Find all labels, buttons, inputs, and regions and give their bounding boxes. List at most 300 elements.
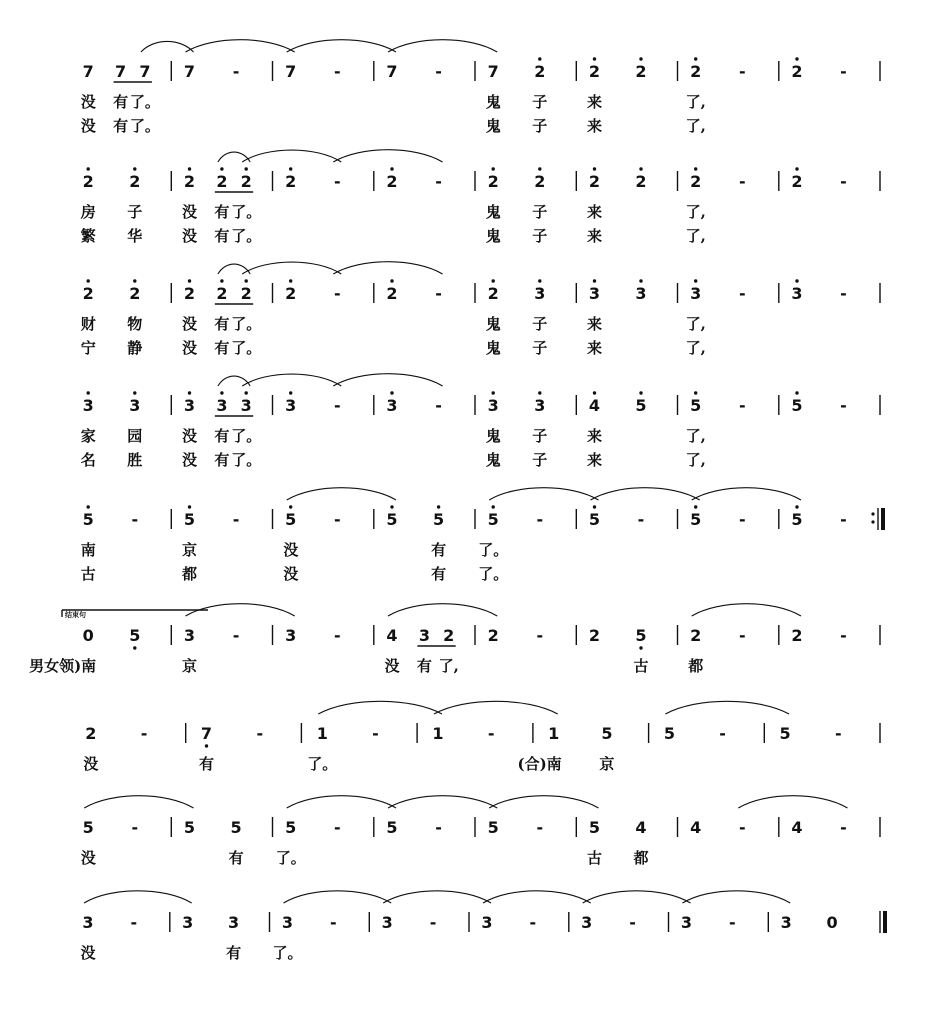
- jianpu-note: 5: [779, 724, 791, 743]
- slur: [388, 40, 497, 52]
- dash-note: -: [840, 172, 847, 191]
- jianpu-note: 5: [635, 396, 647, 415]
- lyric-syllable: 鬼: [485, 117, 501, 135]
- jianpu-note: 3: [581, 913, 593, 932]
- slur: [591, 488, 700, 500]
- dash-note: -: [435, 62, 442, 81]
- lyric-syllable: 男女领)南: [29, 657, 97, 675]
- slur: [683, 891, 791, 903]
- high-octave-dot: [795, 505, 798, 508]
- high-octave-dot: [593, 505, 596, 508]
- jianpu-note: 5: [690, 396, 702, 415]
- dash-note: -: [435, 396, 442, 415]
- lyric-syllable: 静: [127, 339, 143, 357]
- slur: [333, 150, 442, 162]
- low-octave-dot: [639, 646, 642, 649]
- lyric-syllable: 了。: [478, 565, 509, 583]
- lyric-syllable: 物: [127, 315, 143, 333]
- jianpu-note: 5: [129, 626, 141, 645]
- jianpu-note: 2: [534, 172, 546, 191]
- high-octave-dot: [437, 505, 440, 508]
- lyric-syllable: 来: [586, 227, 603, 245]
- jianpu-note: 2: [82, 172, 94, 191]
- high-octave-dot: [694, 279, 697, 282]
- lyric-syllable: 有: [113, 93, 129, 111]
- lyric-syllable: 园: [127, 427, 143, 445]
- jianpu-note: 5: [588, 510, 601, 529]
- jianpu-note: 2: [129, 172, 141, 191]
- jianpu-note: 3: [386, 396, 398, 415]
- lyric-syllable: 没: [181, 227, 198, 245]
- lyric-syllable: 有: [214, 203, 230, 221]
- jianpu-note: 0: [82, 626, 94, 645]
- jianpu-note: 2: [791, 626, 803, 645]
- high-octave-dot: [694, 391, 697, 394]
- lyric-syllable: 子: [532, 227, 548, 245]
- jianpu-note: 0: [826, 913, 838, 932]
- high-octave-dot: [492, 505, 495, 508]
- lyric-syllable: 没: [181, 427, 198, 445]
- high-octave-dot: [639, 167, 642, 170]
- high-octave-dot: [390, 167, 393, 170]
- lyric-syllable: 鬼: [485, 427, 501, 445]
- slur: [318, 701, 442, 714]
- jianpu-note: 1: [432, 724, 444, 743]
- dash-note: -: [487, 724, 495, 743]
- slur: [692, 488, 801, 500]
- jianpu-note: 2: [690, 172, 702, 191]
- section-label: 结束句: [65, 611, 86, 619]
- lyric-syllable: 鬼: [485, 93, 501, 111]
- lyric-syllable: 鬼: [485, 227, 501, 245]
- lyric-syllable: 子: [532, 93, 548, 111]
- jianpu-note: 3: [216, 396, 228, 415]
- jianpu-note: 2: [791, 172, 803, 191]
- lyric-syllable: 华: [127, 227, 143, 245]
- dash-note: -: [840, 818, 847, 837]
- lyric-syllable: 都: [688, 657, 704, 675]
- jianpu-note: 5: [601, 724, 613, 743]
- high-octave-dot: [289, 167, 292, 170]
- lyric-syllable: 了,: [685, 339, 706, 357]
- jianpu-note: 5: [386, 510, 398, 529]
- lyric-syllable: 都: [181, 565, 198, 583]
- jianpu-note: 3: [182, 913, 194, 932]
- dash-note: -: [536, 818, 544, 837]
- high-octave-dot: [639, 279, 642, 282]
- jianpu-note: 7: [183, 62, 196, 81]
- dash-note: -: [536, 510, 544, 529]
- lyric-syllable: 来: [586, 427, 603, 445]
- jianpu-note: 3: [418, 626, 430, 645]
- lyric-syllable: 子: [532, 315, 548, 333]
- jianpu-note: 2: [386, 172, 398, 191]
- lyric-syllable: 了,: [685, 427, 706, 445]
- high-octave-dot: [87, 391, 90, 394]
- dash-note: -: [637, 510, 645, 529]
- jianpu-note: 2: [386, 284, 398, 303]
- dash-note: -: [536, 626, 544, 645]
- jianpu-note: 7: [115, 62, 127, 81]
- high-octave-dot: [538, 279, 541, 282]
- high-octave-dot: [593, 57, 596, 60]
- high-octave-dot: [87, 505, 90, 508]
- jianpu-note: 2: [534, 62, 546, 81]
- lyric-syllable: 没: [80, 849, 96, 867]
- jianpu-note: 1: [316, 724, 328, 743]
- lyric-syllable: 子: [532, 117, 548, 135]
- high-octave-dot: [289, 279, 292, 282]
- jianpu-note: 5: [386, 818, 398, 837]
- lyric-syllable: 来: [586, 451, 603, 469]
- high-octave-dot: [694, 505, 697, 508]
- jianpu-note: 2: [487, 284, 499, 303]
- dash-note: -: [131, 510, 139, 529]
- jianpu-note: 3: [82, 913, 94, 932]
- jianpu-note: 2: [588, 626, 601, 645]
- jianpu-note: 2: [183, 172, 196, 191]
- high-octave-dot: [795, 167, 798, 170]
- jianpu-note: 2: [635, 172, 647, 191]
- jianpu-note: 2: [588, 62, 601, 81]
- lyric-syllable: 来: [586, 203, 603, 221]
- jianpu-note: 2: [129, 284, 141, 303]
- lyric-syllable: 宁: [80, 339, 96, 357]
- jianpu-note: 3: [240, 396, 252, 415]
- lyric-syllable: 有: [214, 339, 230, 357]
- jianpu-note: 5: [791, 396, 803, 415]
- lyric-syllable: 没: [80, 93, 96, 111]
- slur: [692, 604, 801, 616]
- slur: [489, 796, 598, 808]
- dash-note: -: [435, 284, 442, 303]
- lyric-syllable: 古: [633, 657, 649, 675]
- lyric-syllable: 有: [214, 427, 230, 445]
- lyric-syllable: 没: [283, 565, 299, 583]
- lyric-syllable: 没: [283, 541, 299, 559]
- dash-note: -: [130, 913, 138, 932]
- slur: [483, 891, 591, 903]
- slur: [434, 701, 558, 714]
- high-octave-dot: [795, 57, 798, 60]
- slur: [489, 488, 598, 500]
- jianpu-note: 5: [285, 818, 297, 837]
- slur: [287, 488, 396, 500]
- jianpu-note: 4: [635, 818, 647, 837]
- dash-note: -: [333, 626, 341, 645]
- slur: [242, 262, 341, 274]
- dash-note: -: [738, 510, 746, 529]
- jianpu-note: 3: [183, 626, 196, 645]
- lyric-syllable: 鬼: [485, 339, 501, 357]
- jianpu-note: 5: [183, 818, 196, 837]
- dash-note: -: [372, 724, 379, 743]
- dash-note: -: [840, 284, 847, 303]
- dash-note: -: [728, 913, 736, 932]
- dash-note: -: [738, 62, 746, 81]
- lyric-syllable: 鬼: [485, 451, 501, 469]
- jianpu-note: 4: [588, 396, 601, 415]
- dash-note: -: [435, 172, 442, 191]
- lyric-syllable: 有: [214, 315, 230, 333]
- slur: [333, 262, 442, 274]
- dash-note: -: [834, 724, 842, 743]
- jianpu-note: 2: [240, 284, 252, 303]
- lyric-syllable: 了。: [231, 315, 262, 333]
- lyric-syllable: 子: [127, 203, 143, 221]
- lyric-syllable: 了。: [129, 93, 160, 111]
- jianpu-note: 2: [635, 62, 647, 81]
- high-octave-dot: [639, 57, 642, 60]
- lyric-syllable: 古: [80, 565, 96, 583]
- lyric-syllable: 了,: [685, 117, 706, 135]
- slur: [141, 41, 194, 52]
- high-octave-dot: [188, 391, 191, 394]
- lyric-syllable: (合)南: [517, 755, 562, 773]
- high-octave-dot: [188, 279, 191, 282]
- lyric-syllable: 来: [586, 315, 603, 333]
- high-octave-dot: [639, 391, 642, 394]
- high-octave-dot: [694, 167, 697, 170]
- jianpu-note: 3: [534, 396, 546, 415]
- jianpu-note: 4: [791, 818, 803, 837]
- jianpu-note: 2: [216, 172, 228, 191]
- jianpu-note: 2: [588, 172, 601, 191]
- high-octave-dot: [492, 391, 495, 394]
- high-octave-dot: [492, 279, 495, 282]
- jianpu-note: 2: [216, 284, 228, 303]
- jianpu-note: 3: [780, 913, 792, 932]
- lyric-syllable: 子: [532, 451, 548, 469]
- lyric-syllable: 鬼: [485, 203, 501, 221]
- dash-note: -: [840, 62, 847, 81]
- jianpu-note: 5: [487, 510, 499, 529]
- jianpu-note: 5: [183, 510, 196, 529]
- lyric-syllable: 胜: [127, 451, 143, 469]
- lyric-syllable: 财: [80, 315, 96, 333]
- jianpu-note: 2: [85, 724, 97, 743]
- dash-note: -: [329, 913, 337, 932]
- slur: [383, 891, 491, 903]
- jianpu-note: 3: [534, 284, 546, 303]
- dash-note: -: [719, 724, 726, 743]
- jianpu-note: 7: [200, 724, 213, 743]
- jianpu-note: 7: [285, 62, 297, 81]
- lyric-syllable: 繁: [80, 227, 96, 245]
- slur: [84, 891, 192, 903]
- jianpu-note: 3: [381, 913, 393, 932]
- slur: [738, 796, 847, 808]
- lyric-syllable: 京: [599, 755, 615, 773]
- high-octave-dot: [87, 167, 90, 170]
- lyric-syllable: 没: [83, 755, 99, 773]
- jianpu-note: 7: [139, 62, 151, 81]
- jianpu-note: 7: [82, 62, 94, 81]
- slur: [242, 374, 341, 386]
- dash-note: -: [738, 284, 746, 303]
- lyric-syllable: 家: [80, 427, 96, 445]
- lyric-syllable: 京: [181, 541, 198, 559]
- lyric-syllable: 古: [586, 849, 603, 867]
- high-octave-dot: [390, 505, 393, 508]
- lyric-syllable: 有: [431, 541, 447, 559]
- dash-note: -: [333, 510, 341, 529]
- dash-note: -: [629, 913, 636, 932]
- lyric-syllable: 鬼: [485, 315, 501, 333]
- jianpu-note: 3: [281, 913, 294, 932]
- high-octave-dot: [220, 279, 223, 282]
- dash-note: -: [333, 818, 341, 837]
- high-octave-dot: [220, 391, 223, 394]
- slur: [287, 796, 396, 808]
- lyric-syllable: 了,: [685, 93, 706, 111]
- dash-note: -: [738, 396, 746, 415]
- dash-note: -: [738, 172, 746, 191]
- low-octave-dot: [133, 646, 136, 649]
- lyric-syllable: 有: [228, 849, 244, 867]
- jianpu-note: 7: [487, 62, 499, 81]
- high-octave-dot: [245, 391, 248, 394]
- high-octave-dot: [245, 167, 248, 170]
- jianpu-note: 3: [635, 284, 647, 303]
- high-octave-dot: [795, 391, 798, 394]
- jianpu-note: 3: [183, 396, 196, 415]
- high-octave-dot: [593, 391, 596, 394]
- jianpu-note: 2: [183, 284, 196, 303]
- lyric-syllable: 了。: [478, 541, 509, 559]
- jianpu-note: 5: [230, 818, 242, 837]
- jianpu-note: 5: [82, 818, 94, 837]
- dash-note: -: [840, 626, 847, 645]
- lyric-syllable: 来: [586, 93, 603, 111]
- slur: [583, 891, 691, 903]
- high-octave-dot: [133, 391, 136, 394]
- lyric-syllable: 了,: [685, 451, 706, 469]
- jianpu-note: 2: [285, 172, 297, 191]
- jianpu-note: 3: [680, 913, 693, 932]
- jianpu-note: 3: [588, 284, 601, 303]
- dash-note: -: [232, 510, 240, 529]
- lyric-syllable: 了。: [231, 427, 262, 445]
- slur: [287, 40, 396, 52]
- jianpu-note: 3: [487, 396, 499, 415]
- lyric-syllable: 没: [181, 339, 198, 357]
- slur: [333, 374, 442, 386]
- high-octave-dot: [188, 167, 191, 170]
- jianpu-note: 5: [487, 818, 499, 837]
- dash-note: -: [435, 818, 442, 837]
- dash-note: -: [333, 62, 341, 81]
- jianpu-note: 2: [487, 172, 499, 191]
- lyric-syllable: 了。: [129, 117, 160, 135]
- jianpu-note: 2: [240, 172, 252, 191]
- high-octave-dot: [289, 391, 292, 394]
- jianpu-note: 2: [285, 284, 297, 303]
- jianpu-note: 3: [82, 396, 94, 415]
- lyric-syllable: 有: [431, 565, 447, 583]
- slur: [284, 891, 392, 903]
- dash-note: -: [131, 818, 139, 837]
- high-octave-dot: [390, 391, 393, 394]
- jianpu-note: 3: [690, 284, 702, 303]
- jianpu-note: 2: [690, 62, 702, 81]
- high-octave-dot: [492, 167, 495, 170]
- jianpu-note: 3: [481, 913, 493, 932]
- high-octave-dot: [694, 57, 697, 60]
- dash-note: -: [840, 510, 847, 529]
- slur: [665, 701, 789, 714]
- dash-note: -: [840, 396, 847, 415]
- jianpu-note: 5: [433, 510, 445, 529]
- lyric-syllable: 没: [80, 944, 96, 962]
- jianpu-note: 7: [386, 62, 398, 81]
- lyric-syllable: 有: [113, 117, 129, 135]
- slur: [388, 796, 497, 808]
- jianpu-note: 3: [285, 626, 297, 645]
- dash-note: -: [738, 626, 746, 645]
- lyric-syllable: 京: [181, 657, 198, 675]
- lyric-syllable: 子: [532, 203, 548, 221]
- jianpu-note: 3: [228, 913, 240, 932]
- lyric-syllable: 了。: [231, 203, 262, 221]
- dash-note: -: [333, 284, 341, 303]
- high-octave-dot: [538, 167, 541, 170]
- lyric-syllable: 没: [181, 203, 198, 221]
- lyric-syllable: 有: [198, 755, 215, 773]
- jianpu-note: 5: [663, 724, 675, 743]
- high-octave-dot: [220, 167, 223, 170]
- dash-note: -: [738, 818, 746, 837]
- lyric-syllable: 了,: [685, 315, 706, 333]
- lyric-syllable: 了。: [231, 227, 262, 245]
- repeat-dot: [871, 520, 874, 523]
- lyric-syllable: 了,: [685, 227, 706, 245]
- high-octave-dot: [245, 279, 248, 282]
- lyric-syllable: 了,: [438, 657, 459, 675]
- jianpu-note: 5: [82, 510, 94, 529]
- jianpu-note: 5: [285, 510, 297, 529]
- lyric-syllable: 没: [80, 117, 96, 135]
- lyric-syllable: 都: [633, 849, 649, 867]
- dash-note: -: [140, 724, 148, 743]
- jianpu-note: 3: [129, 396, 141, 415]
- lyric-syllable: 有: [214, 227, 230, 245]
- high-octave-dot: [289, 505, 292, 508]
- jianpu-note: 5: [635, 626, 647, 645]
- slur: [186, 40, 295, 52]
- high-octave-dot: [538, 57, 541, 60]
- lyric-syllable: 没: [384, 657, 400, 675]
- lyric-syllable: 子: [532, 339, 548, 357]
- repeat-dot: [871, 512, 874, 515]
- jianpu-note: 5: [690, 510, 702, 529]
- jianpu-note: 4: [386, 626, 398, 645]
- lyric-syllable: 房: [80, 203, 96, 221]
- high-octave-dot: [390, 279, 393, 282]
- lyric-syllable: 来: [586, 117, 603, 135]
- dash-note: -: [256, 724, 264, 743]
- lyric-syllable: 有: [214, 451, 230, 469]
- lyric-syllable: 了。: [275, 849, 306, 867]
- high-octave-dot: [87, 279, 90, 282]
- lyric-syllable: 了。: [307, 755, 338, 773]
- lyric-syllable: 了,: [685, 203, 706, 221]
- high-octave-dot: [133, 167, 136, 170]
- dash-note: -: [333, 172, 341, 191]
- high-octave-dot: [133, 279, 136, 282]
- dash-note: -: [333, 396, 341, 415]
- lyric-syllable: 南: [80, 541, 96, 559]
